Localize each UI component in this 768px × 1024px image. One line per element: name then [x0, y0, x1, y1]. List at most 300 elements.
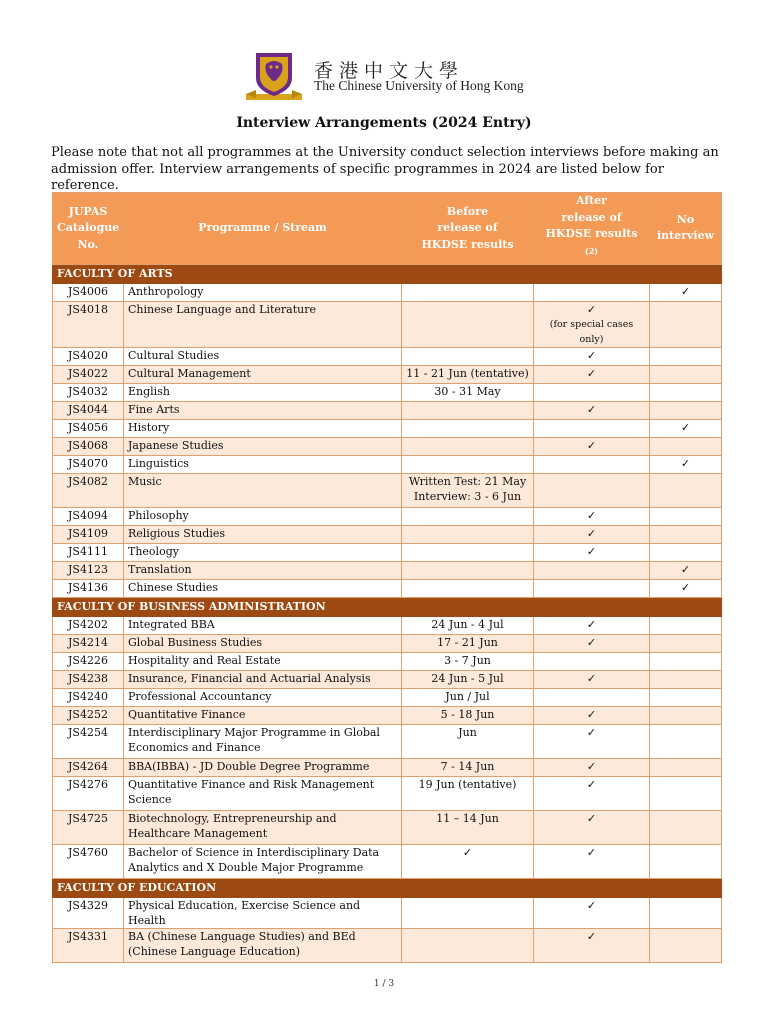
table-row — [53, 283, 722, 301]
no-interview-cell — [650, 844, 722, 878]
table-row — [53, 543, 722, 561]
programme-name-text: Hospitality and Real Estate — [128, 653, 281, 667]
programme-name — [124, 579, 402, 597]
before-dse-cell — [402, 810, 534, 844]
after-dse-cell — [534, 525, 650, 543]
header-before-line: HKDSE results — [421, 237, 514, 251]
table-row — [53, 928, 722, 962]
table-row — [53, 401, 722, 419]
after-dse-cell — [534, 365, 650, 383]
programme-name-text: Professional Accountancy — [128, 689, 272, 703]
interview-table — [52, 192, 722, 963]
table-row — [53, 758, 722, 776]
programme-name — [124, 616, 402, 634]
programme-name — [124, 670, 402, 688]
after-dse-cell — [534, 652, 650, 670]
after-dse-text: ✓ — [586, 348, 597, 362]
catalogue-no-text: JS4226 — [68, 653, 108, 667]
catalogue-no — [53, 383, 124, 401]
after-dse-text: ✓ — [586, 544, 597, 558]
table-row — [53, 473, 722, 507]
table-row — [53, 776, 722, 810]
table-row — [53, 525, 722, 543]
catalogue-no — [53, 365, 124, 383]
after-dse-text: ✓ — [586, 438, 597, 452]
after-dse-cell — [534, 928, 650, 962]
catalogue-no — [53, 810, 124, 844]
before-dse-cell — [402, 455, 534, 473]
no-interview-cell — [650, 525, 722, 543]
programme-name — [124, 383, 402, 401]
programme-name — [124, 652, 402, 670]
table-row — [53, 652, 722, 670]
no-interview-cell — [650, 419, 722, 437]
header-none-line: interview — [656, 229, 715, 243]
no-interview-cell — [650, 634, 722, 652]
no-interview-cell — [650, 473, 722, 507]
after-dse-text: ✓ — [586, 725, 597, 739]
catalogue-no — [53, 758, 124, 776]
after-dse-cell — [534, 579, 650, 597]
catalogue-no-text: JS4331 — [68, 929, 108, 943]
programme-name-text: Quantitative Finance — [128, 707, 246, 721]
table-header-row — [53, 193, 722, 265]
after-dse-text: ✓ — [586, 811, 597, 825]
catalogue-no-text: JS4022 — [68, 366, 108, 380]
before-dse-cell — [402, 928, 534, 962]
header-after-text: HKDSE results — [545, 227, 638, 240]
no-interview-cell — [650, 455, 722, 473]
table-row — [53, 561, 722, 579]
catalogue-no — [53, 525, 124, 543]
after-dse-text: ✓ — [586, 707, 597, 721]
programme-name-text: Integrated BBA — [128, 617, 215, 631]
intro-paragraph: Please note that not all programmes at the University conduct selection interviews before making an admission offer. Interview arrangements of specific programmes in 2024 are listed below for reference. — [51, 145, 719, 193]
programme-name-text: Cultural Management — [128, 366, 251, 380]
cuhk-seal-icon — [244, 50, 304, 102]
after-dse-cell — [534, 897, 650, 928]
before-dse-cell — [402, 670, 534, 688]
programme-name — [124, 844, 402, 878]
table-row — [53, 844, 722, 878]
before-dse-text: Jun / Jul — [445, 689, 490, 703]
catalogue-no — [53, 724, 124, 758]
before-dse-text: ✓ — [462, 845, 473, 859]
after-dse-cell — [534, 616, 650, 634]
faculty-header-row — [53, 597, 722, 616]
after-dse-note: (for special cases only) — [549, 318, 634, 345]
no-interview-cell — [650, 776, 722, 810]
table-row — [53, 383, 722, 401]
before-dse-text: 5 - 18 Jun — [440, 707, 495, 721]
programme-name-text: Japanese Studies — [128, 438, 224, 452]
header-after-footnote: (2) — [584, 245, 599, 256]
programme-name-text: Biotechnology, Entrepreneurship and — [128, 811, 337, 825]
page-number: 1 / 3 — [373, 979, 395, 989]
programme-name-text: Theology — [128, 544, 179, 558]
programme-name-text: Cultural Studies — [128, 348, 220, 362]
header-programme: Programme / Stream — [124, 193, 402, 265]
after-dse-text: ✓ — [586, 302, 597, 316]
before-dse-cell — [402, 724, 534, 758]
programme-name-text: English — [128, 384, 170, 398]
before-dse-cell — [402, 844, 534, 878]
before-dse-cell — [402, 473, 534, 507]
programme-name — [124, 301, 402, 347]
table-row — [53, 724, 722, 758]
after-dse-cell — [534, 543, 650, 561]
table-row — [53, 670, 722, 688]
catalogue-no-text: JS4240 — [68, 689, 108, 703]
after-dse-cell — [534, 419, 650, 437]
catalogue-no — [53, 670, 124, 688]
after-dse-cell — [534, 473, 650, 507]
catalogue-no — [53, 844, 124, 878]
no-interview-cell — [650, 758, 722, 776]
before-dse-text: 7 - 14 Jun — [440, 759, 495, 773]
table-row — [53, 437, 722, 455]
before-dse-text: 30 - 31 May — [434, 384, 501, 398]
catalogue-no-text: JS4136 — [68, 580, 108, 594]
header-after-line — [538, 226, 645, 264]
after-dse-cell — [534, 283, 650, 301]
catalogue-no-text: JS4020 — [68, 348, 108, 362]
no-interview-cell — [650, 688, 722, 706]
no-interview-cell — [650, 283, 722, 301]
programme-name — [124, 419, 402, 437]
programme-name-text: Physical Education, Exercise Science and Health — [128, 898, 361, 927]
programme-name-text: (Chinese Language Education) — [128, 944, 301, 958]
no-interview-text: ✓ — [680, 456, 691, 470]
catalogue-no — [53, 652, 124, 670]
university-logo — [244, 50, 534, 102]
programme-name-text: Philosophy — [128, 508, 189, 522]
programme-name-text: Interdisciplinary Major Programme in Global — [128, 725, 380, 739]
programme-name — [124, 543, 402, 561]
catalogue-no — [53, 561, 124, 579]
catalogue-no — [53, 634, 124, 652]
header-before-line: Before — [446, 204, 489, 218]
before-dse-text: 17 - 21 Jun — [437, 635, 498, 649]
before-dse-cell — [402, 616, 534, 634]
catalogue-no-text: JS4068 — [68, 438, 108, 452]
after-dse-cell — [534, 383, 650, 401]
after-dse-cell — [534, 810, 650, 844]
after-dse-cell — [534, 401, 650, 419]
before-dse-cell — [402, 401, 534, 419]
before-dse-cell — [402, 897, 534, 928]
no-interview-cell — [650, 401, 722, 419]
before-dse-text: Written Test: 21 May — [408, 474, 527, 488]
university-chinese-name: 香港中文大學 — [314, 60, 465, 82]
page-title: Interview Arrangements (2024 Entry) — [236, 115, 532, 131]
before-dse-cell — [402, 507, 534, 525]
catalogue-no-text: JS4264 — [68, 759, 108, 773]
after-dse-cell — [534, 455, 650, 473]
faculty-header-row — [53, 878, 722, 897]
catalogue-no — [53, 507, 124, 525]
after-dse-text: ✓ — [586, 402, 597, 416]
catalogue-no-text: JS4094 — [68, 508, 108, 522]
after-dse-cell — [534, 561, 650, 579]
programme-name-text: Healthcare Management — [128, 826, 268, 840]
catalogue-no — [53, 897, 124, 928]
catalogue-no — [53, 579, 124, 597]
no-interview-cell — [650, 670, 722, 688]
catalogue-no — [53, 347, 124, 365]
faculty-name: FACULTY OF BUSINESS ADMINISTRATION — [53, 597, 722, 616]
programme-name — [124, 810, 402, 844]
header-code-line: Catalogue — [57, 221, 120, 235]
catalogue-no-text: JS4329 — [68, 898, 108, 912]
no-interview-cell — [650, 561, 722, 579]
programme-name-text: Quantitative Finance and Risk Management — [128, 777, 375, 791]
no-interview-cell — [650, 810, 722, 844]
programme-name-text: Religious Studies — [128, 526, 225, 540]
programme-name — [124, 561, 402, 579]
table-row — [53, 810, 722, 844]
after-dse-text: ✓ — [586, 929, 597, 943]
no-interview-cell — [650, 652, 722, 670]
catalogue-no — [53, 283, 124, 301]
catalogue-no — [53, 776, 124, 810]
before-dse-cell — [402, 347, 534, 365]
after-dse-text: ✓ — [586, 671, 597, 685]
after-dse-text: ✓ — [586, 635, 597, 649]
before-dse-cell — [402, 706, 534, 724]
catalogue-no-text: JS4252 — [68, 707, 108, 721]
university-english-name: The Chinese University of Hong Kong — [314, 78, 524, 93]
catalogue-no — [53, 301, 124, 347]
no-interview-cell — [650, 301, 722, 347]
after-dse-cell — [534, 670, 650, 688]
no-interview-text: ✓ — [680, 562, 691, 576]
table-row — [53, 365, 722, 383]
before-dse-cell — [402, 301, 534, 347]
catalogue-no — [53, 401, 124, 419]
before-dse-cell — [402, 776, 534, 810]
programme-name — [124, 724, 402, 758]
catalogue-no-text: JS4238 — [68, 671, 108, 685]
catalogue-no-text: JS4111 — [68, 544, 108, 558]
programme-name-text: Economics and Finance — [128, 740, 261, 754]
before-dse-cell — [402, 437, 534, 455]
no-interview-cell — [650, 724, 722, 758]
catalogue-no-text: JS4018 — [68, 302, 108, 316]
programme-name-text: Fine Arts — [128, 402, 180, 416]
catalogue-no-text: JS4254 — [68, 725, 108, 739]
after-dse-cell — [534, 758, 650, 776]
after-dse-cell — [534, 688, 650, 706]
header-after — [534, 193, 650, 265]
programme-name-text: Science — [128, 792, 172, 806]
after-dse-text: ✓ — [586, 845, 597, 859]
programme-name-text: Linguistics — [128, 456, 189, 470]
after-dse-text: ✓ — [586, 759, 597, 773]
table-body — [53, 264, 722, 962]
table-row — [53, 688, 722, 706]
before-dse-cell — [402, 579, 534, 597]
table-row — [53, 616, 722, 634]
after-dse-text: ✓ — [586, 777, 597, 791]
programme-name-text: BA (Chinese Language Studies) and BEd — [128, 929, 356, 943]
after-dse-cell — [534, 301, 650, 347]
table-row — [53, 634, 722, 652]
after-dse-text: ✓ — [586, 366, 597, 380]
before-dse-cell — [402, 283, 534, 301]
before-dse-text: 19 Jun (tentative) — [418, 777, 517, 791]
before-dse-cell — [402, 383, 534, 401]
programme-name-text: Bachelor of Science in Interdisciplinary Data — [128, 845, 380, 859]
before-dse-cell — [402, 652, 534, 670]
no-interview-cell — [650, 347, 722, 365]
catalogue-no-text: JS4725 — [68, 811, 108, 825]
before-dse-cell — [402, 525, 534, 543]
no-interview-cell — [650, 507, 722, 525]
catalogue-no-text: JS4202 — [68, 617, 108, 631]
no-interview-cell — [650, 706, 722, 724]
before-dse-cell — [402, 634, 534, 652]
table-row — [53, 897, 722, 928]
before-dse-cell — [402, 688, 534, 706]
programme-name — [124, 507, 402, 525]
before-dse-text: 24 Jun - 5 Jul — [431, 671, 504, 685]
table-row — [53, 419, 722, 437]
before-dse-text: Interview: 3 - 6 Jun — [413, 489, 522, 503]
header-before-line: release of — [437, 221, 498, 235]
after-dse-cell — [534, 347, 650, 365]
table-row — [53, 507, 722, 525]
before-dse-cell — [402, 543, 534, 561]
header-after-line: After — [576, 194, 607, 207]
header-code-line: JUPAS — [68, 204, 108, 218]
catalogue-no — [53, 473, 124, 507]
programme-name — [124, 634, 402, 652]
programme-name — [124, 473, 402, 507]
catalogue-no — [53, 455, 124, 473]
header-code-line: No. — [77, 237, 99, 251]
catalogue-no-text: JS4032 — [68, 384, 108, 398]
no-interview-cell — [650, 437, 722, 455]
programme-name — [124, 897, 402, 928]
programme-name — [124, 347, 402, 365]
programme-name — [124, 706, 402, 724]
programme-name-text: Chinese Studies — [128, 580, 219, 594]
no-interview-cell — [650, 616, 722, 634]
no-interview-cell — [650, 383, 722, 401]
before-dse-text: 11 – 14 Jun — [436, 811, 499, 825]
programme-name-text: Global Business Studies — [128, 635, 263, 649]
catalogue-no-text: JS4276 — [68, 777, 108, 791]
catalogue-no — [53, 688, 124, 706]
catalogue-no — [53, 419, 124, 437]
programme-name — [124, 688, 402, 706]
after-dse-text: ✓ — [586, 898, 597, 912]
before-dse-cell — [402, 365, 534, 383]
programme-name — [124, 758, 402, 776]
header-code — [53, 193, 124, 265]
table-row — [53, 347, 722, 365]
catalogue-no — [53, 437, 124, 455]
table-row — [53, 706, 722, 724]
after-dse-cell — [534, 724, 650, 758]
no-interview-cell — [650, 543, 722, 561]
programme-name — [124, 928, 402, 962]
no-interview-text: ✓ — [680, 420, 691, 434]
header-after-line: release of — [561, 210, 622, 224]
programme-name-text: Music — [128, 474, 162, 488]
before-dse-cell — [402, 758, 534, 776]
faculty-name: FACULTY OF EDUCATION — [53, 878, 722, 897]
catalogue-no-text: JS4082 — [68, 474, 108, 488]
after-dse-text: ✓ — [586, 508, 597, 522]
catalogue-no-text: JS4760 — [68, 845, 108, 859]
catalogue-no-text: JS4056 — [68, 420, 108, 434]
programme-name-text: Translation — [128, 562, 192, 576]
catalogue-no — [53, 616, 124, 634]
before-dse-text: 3 - 7 Jun — [444, 653, 491, 667]
after-dse-text: ✓ — [586, 526, 597, 540]
after-dse-cell — [534, 844, 650, 878]
programme-name-text: Anthropology — [128, 284, 204, 298]
programme-name-text: Chinese Language and Literature — [128, 302, 316, 316]
before-dse-cell — [402, 561, 534, 579]
faculty-header-row — [53, 264, 722, 283]
no-interview-text: ✓ — [680, 580, 691, 594]
programme-name — [124, 437, 402, 455]
faculty-name: FACULTY OF ARTS — [53, 264, 722, 283]
catalogue-no-text: JS4123 — [68, 562, 108, 576]
header-none — [650, 193, 722, 265]
programme-name-text: Insurance, Financial and Actuarial Analysis — [128, 671, 371, 685]
programme-name — [124, 776, 402, 810]
programme-name-text: BBA(IBBA) - JD Double Degree Programme — [128, 759, 370, 773]
catalogue-no — [53, 543, 124, 561]
no-interview-cell — [650, 897, 722, 928]
table-row — [53, 455, 722, 473]
no-interview-cell — [650, 365, 722, 383]
catalogue-no — [53, 706, 124, 724]
no-interview-cell — [650, 928, 722, 962]
before-dse-cell — [402, 419, 534, 437]
header-none-line: No — [676, 212, 695, 226]
before-dse-text: Jun — [458, 725, 477, 739]
catalogue-no-text: JS4214 — [68, 635, 108, 649]
after-dse-cell — [534, 634, 650, 652]
catalogue-no-text: JS4109 — [68, 526, 108, 540]
table-row — [53, 579, 722, 597]
catalogue-no-text: JS4070 — [68, 456, 108, 470]
programme-name — [124, 283, 402, 301]
catalogue-no-text: JS4006 — [68, 284, 108, 298]
programme-name — [124, 365, 402, 383]
programme-name-text: Analytics and X Double Major Programme — [128, 860, 364, 874]
catalogue-no-text: JS4044 — [68, 402, 108, 416]
programme-name — [124, 455, 402, 473]
programme-name — [124, 401, 402, 419]
before-dse-text: 11 - 21 Jun (tentative) — [406, 366, 529, 380]
no-interview-text: ✓ — [680, 284, 691, 298]
table-row — [53, 301, 722, 347]
after-dse-cell — [534, 776, 650, 810]
after-dse-cell — [534, 437, 650, 455]
programme-name-text: History — [128, 420, 170, 434]
before-dse-text: 24 Jun - 4 Jul — [431, 617, 504, 631]
after-dse-cell — [534, 507, 650, 525]
header-before — [402, 193, 534, 265]
no-interview-cell — [650, 579, 722, 597]
programme-name — [124, 525, 402, 543]
